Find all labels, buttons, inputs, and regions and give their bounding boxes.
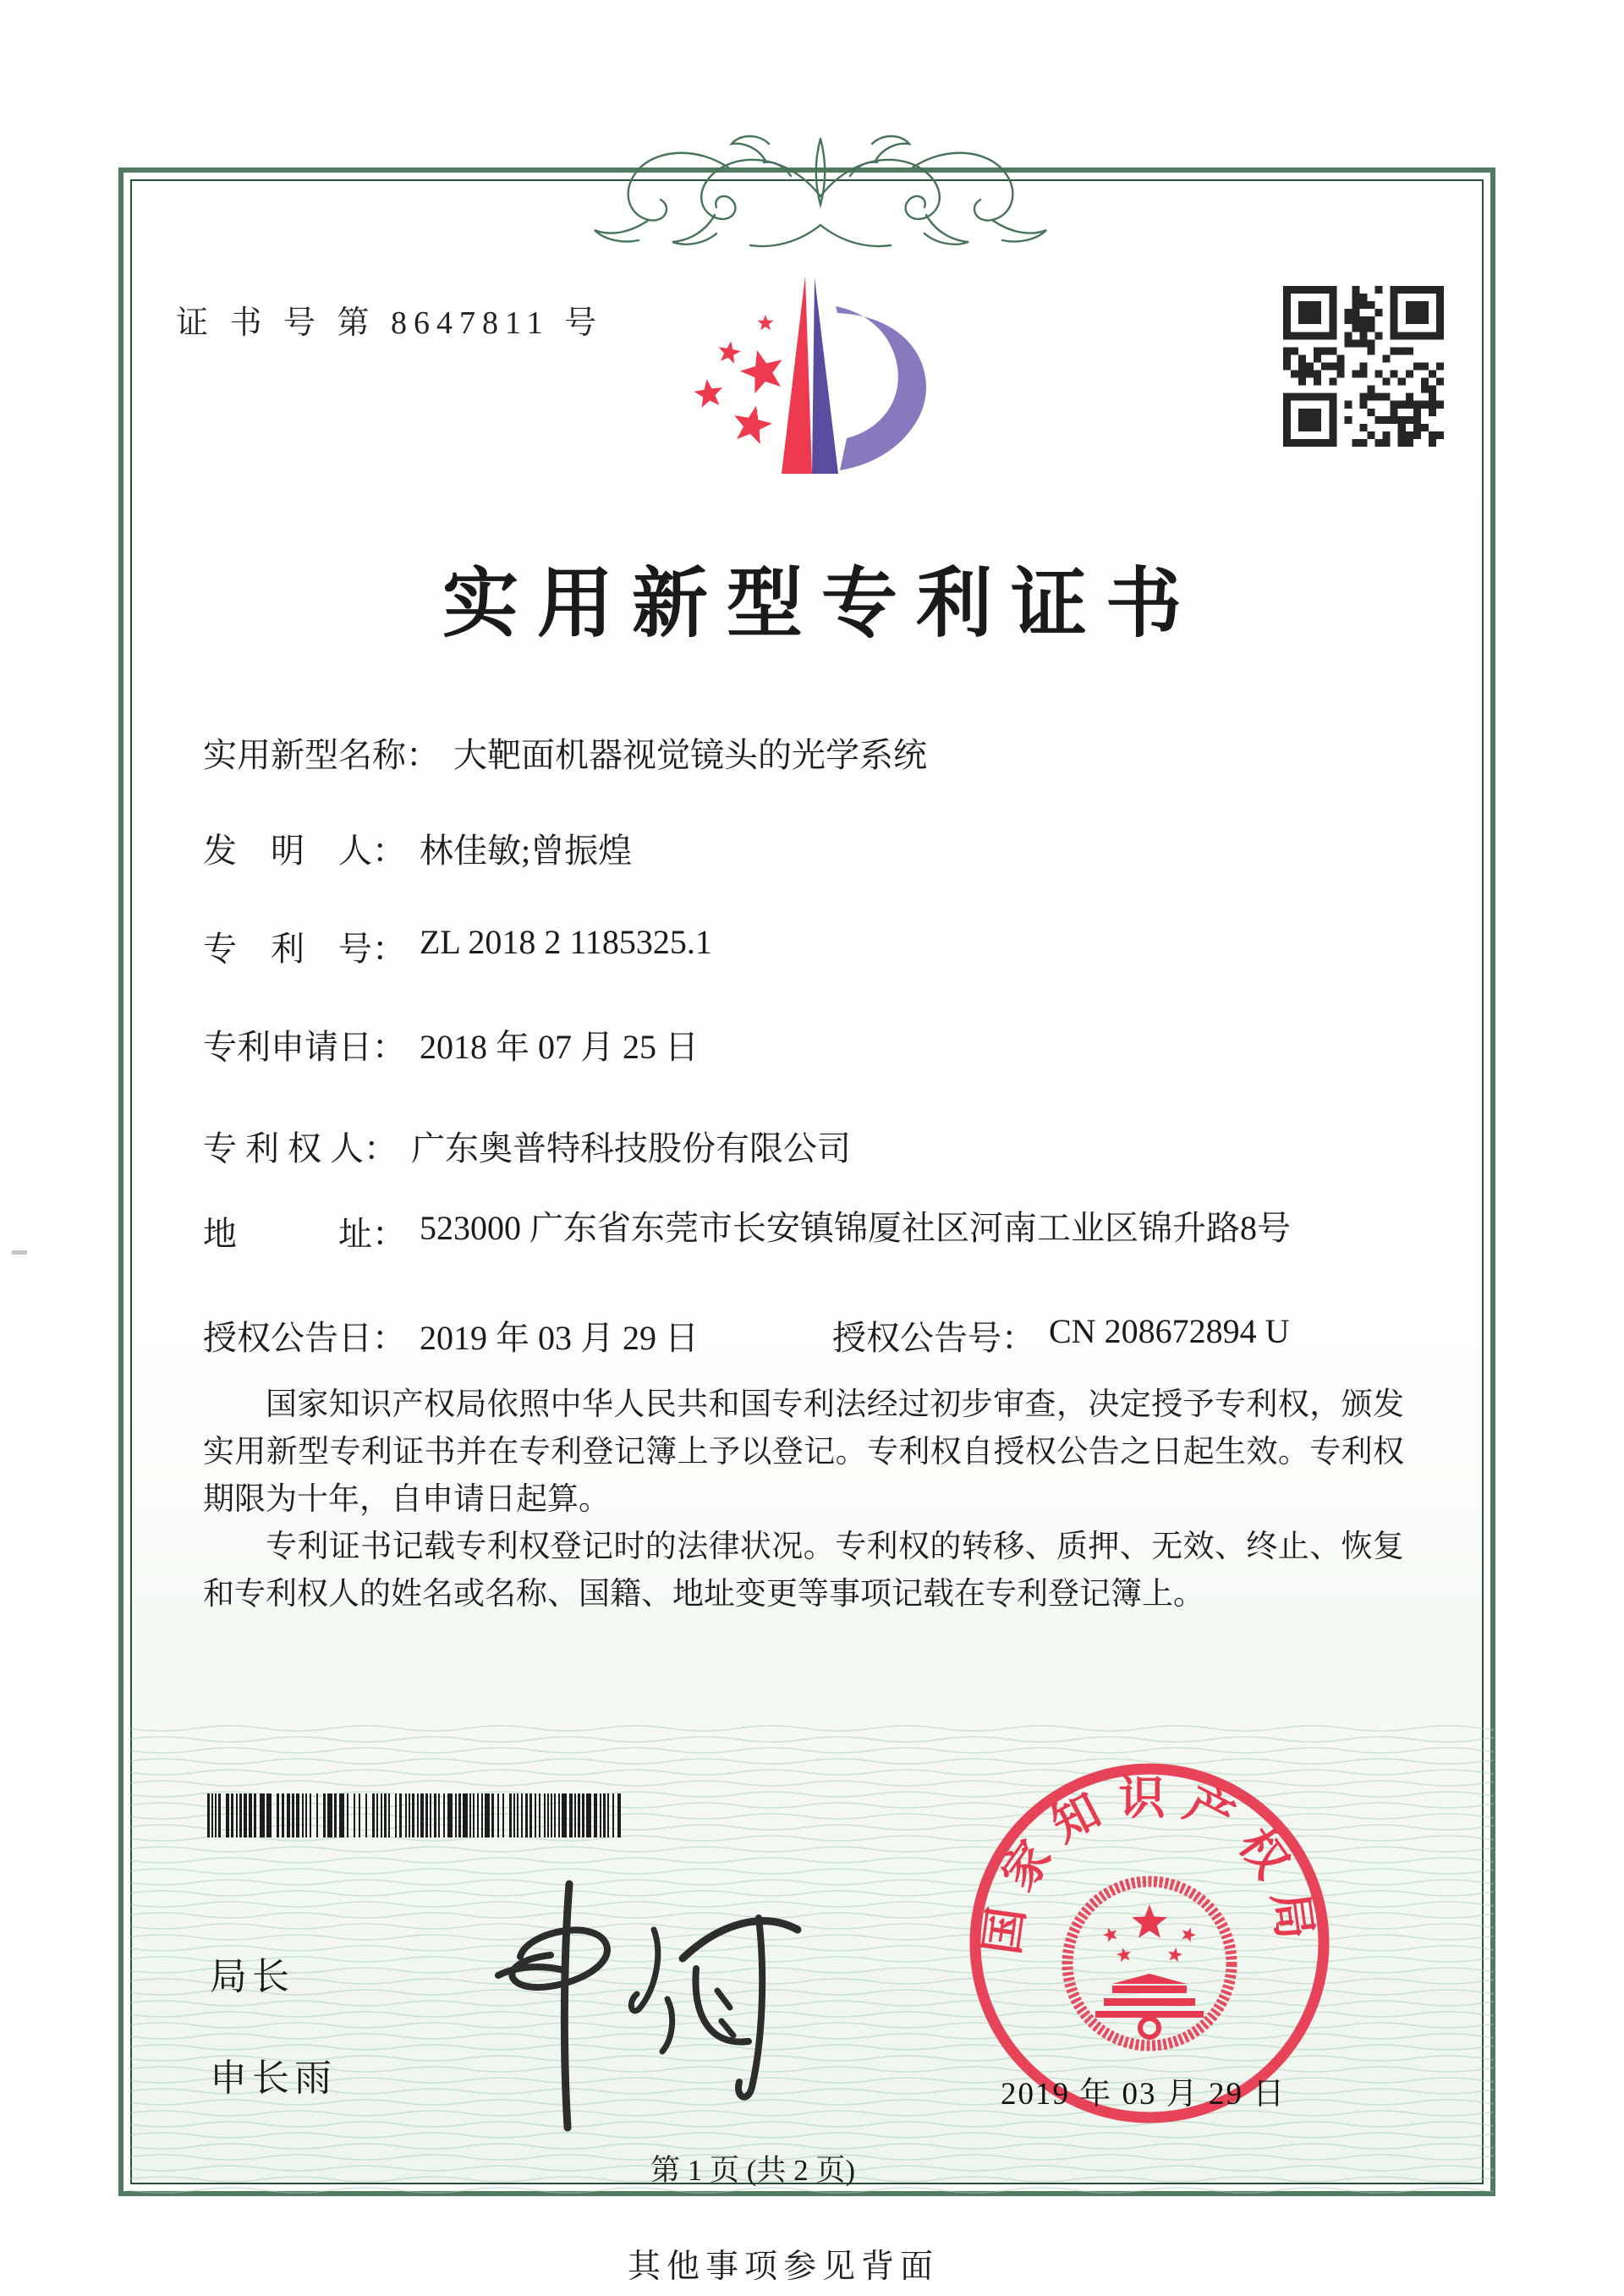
page-number: 第 1 页 (共 2 页) bbox=[650, 2154, 856, 2187]
field-label: 专利申请日： bbox=[203, 1028, 406, 1066]
field-label: 地 址： bbox=[203, 1215, 406, 1253]
field-address bbox=[203, 1207, 1325, 1255]
qr-code bbox=[1283, 286, 1444, 447]
seal-date: 2019 年 03 月 29 日 bbox=[1001, 2077, 1287, 2112]
field-label: 授权公告日： bbox=[203, 1319, 406, 1357]
barcode bbox=[207, 1793, 622, 1837]
field-utility-model-name bbox=[203, 728, 927, 777]
scan-artifact bbox=[12, 1250, 27, 1255]
certificate-title: 实用新型专利证书 bbox=[442, 563, 1200, 646]
field-patent-number bbox=[203, 922, 712, 970]
legal-text bbox=[203, 1381, 1404, 1618]
field-value: 大靶面机器视觉镜头的光学系统 bbox=[453, 736, 927, 774]
dragon-flourish-ornament bbox=[571, 124, 1070, 252]
certificate-number: 证 书 号 第 8647811 号 bbox=[176, 305, 604, 341]
field-patentee bbox=[203, 1122, 851, 1170]
legal-paragraph-2: 专利证书记载专利权登记时的法律状况。专利权的转移、质押、无效、终止、恢复和专利权人的姓名或名称、国籍、地址变更等事项记载在专利登记簿上。 bbox=[203, 1530, 1404, 1612]
field-label: 发 明 人： bbox=[203, 832, 406, 870]
field-label: 实用新型名称： bbox=[203, 736, 440, 774]
field-inventor bbox=[203, 824, 632, 872]
field-grant-date bbox=[203, 1311, 699, 1359]
field-value: 2018 年 07 月 25 日 bbox=[420, 1028, 699, 1066]
field-grant-number bbox=[832, 1311, 1289, 1359]
field-value: 广东奥普特科技股份有限公司 bbox=[411, 1129, 851, 1167]
field-filing-date bbox=[203, 1020, 699, 1068]
commissioner-title: 局长 bbox=[210, 1956, 294, 1997]
field-label: 专 利 号： bbox=[203, 930, 406, 968]
commissioner-name: 申长雨 bbox=[210, 2057, 337, 2099]
field-label: 授权公告号： bbox=[832, 1319, 1035, 1357]
cnipa-logo-icon bbox=[668, 264, 956, 477]
logo-stars bbox=[694, 315, 782, 444]
field-value: ZL 2018 2 1185325.1 bbox=[420, 923, 712, 961]
legal-paragraph-1: 国家知识产权局依照中华人民共和国专利法经过初步审查，决定授予专利权，颁发实用新型专利证书并在专利登记簿上予以登记。专利权自授权公告之日起生效。专利权期限为十年，自申请日起算。 bbox=[203, 1387, 1404, 1517]
field-value: CN 208672894 U bbox=[1049, 1312, 1290, 1350]
field-value: 523000 广东省东莞市长安镇锦厦社区河南工业区锦升路8号 bbox=[420, 1209, 1291, 1247]
field-label: 专 利 权 人： bbox=[203, 1129, 398, 1167]
back-note: 其他事项参见背面 bbox=[628, 2249, 940, 2285]
seal-text: 国家知识产权局 bbox=[975, 1772, 1324, 1958]
national-emblem bbox=[1095, 1904, 1204, 2037]
signature-shen-changyu bbox=[469, 1874, 816, 2145]
field-value: 2019 年 03 月 29 日 bbox=[420, 1319, 699, 1357]
field-value: 林佳敏;曾振煌 bbox=[420, 832, 633, 870]
